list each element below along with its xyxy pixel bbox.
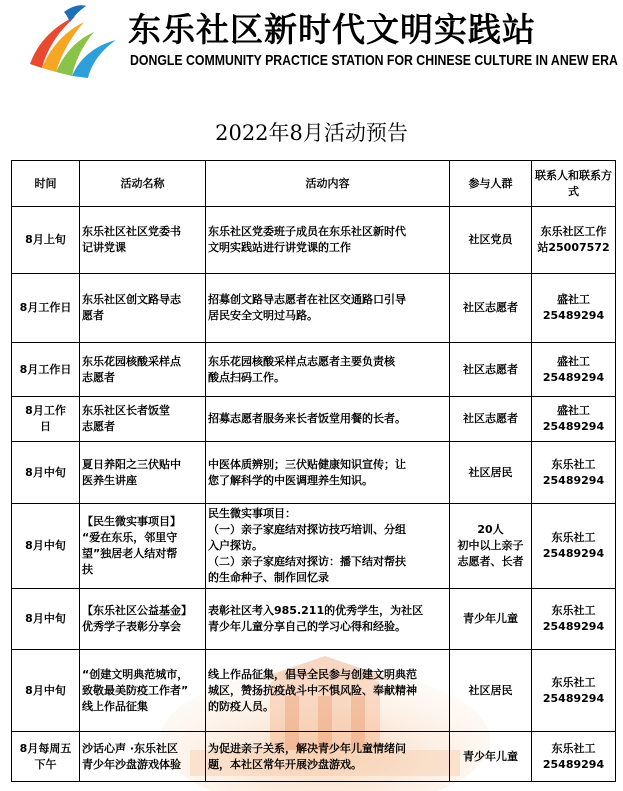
activity-contact-line: 25489294 — [542, 370, 605, 384]
activity-content-line: 青少年儿童分享自己的学习心得和经验。 — [208, 620, 406, 633]
activity-content-line: 的防疫人员。 — [208, 699, 274, 713]
table-row — [12, 650, 616, 732]
table-row — [12, 732, 616, 782]
activity-name-line: “创建文明典范城市， — [82, 667, 189, 681]
activity-name-line: 志愿者 — [82, 420, 115, 433]
activity-time-cell — [12, 274, 80, 343]
activity-content-cell — [206, 207, 450, 274]
table-row — [12, 397, 616, 442]
activity-time-cell — [12, 589, 80, 650]
activity-contact-line: 盛社工 — [557, 293, 590, 306]
activity-contact-line: 东乐社工 — [551, 741, 596, 755]
table-row — [12, 442, 616, 504]
activity-contact-line: 盛社工 — [557, 354, 590, 368]
activity-time-line: 8月工作日 — [19, 301, 72, 314]
activity-content-cell — [206, 504, 450, 589]
activity-time-line: 8月中旬 — [25, 539, 66, 552]
activity-time-line: 8月中旬 — [25, 612, 66, 625]
page-header — [0, 0, 623, 80]
activity-contact-line: 东乐社工 — [551, 531, 596, 544]
activity-name-cell — [80, 732, 206, 782]
activity-content-line: 招募创文路导志愿者在社区交通路口引导 — [208, 293, 406, 306]
activity-audience-cell — [450, 650, 532, 732]
activity-contact-line: 站25007572 — [537, 241, 610, 254]
activity-content-line: 城区，赞扬抗疫战斗中不惧风险、奉献精神 — [208, 683, 417, 697]
brand-name-english: DONGLE COMMUNITY PRACTICE STATION FOR CHINESE CULTURE IN ANEW ERA — [130, 52, 618, 69]
activity-audience-cell — [450, 504, 532, 589]
activity-contact-line: 东乐社工 — [551, 675, 596, 689]
activity-contact-line: 25489294 — [542, 620, 605, 633]
activity-contact-line: 25489294 — [542, 691, 605, 705]
activity-contact-cell — [532, 207, 616, 274]
activity-content-line: 招募志愿者服务来长者饭堂用餐的长者。 — [208, 412, 406, 425]
activity-content-cell — [206, 650, 450, 732]
activity-contact-cell — [532, 274, 616, 343]
activity-name-line: 东乐社区社区党委书 — [82, 225, 181, 238]
activity-name-cell — [80, 442, 206, 504]
activity-content-line: 中医体质辨别；三伏贴健康知识宣传；让 — [208, 457, 406, 471]
activity-time-cell — [12, 207, 80, 274]
activity-audience-cell — [450, 274, 532, 343]
activity-content-line: 文明实践站进行讲党课的工作 — [208, 241, 351, 254]
page-title: 2022年8月活动预告 — [215, 121, 408, 145]
header-activity-name: 活动名称 — [80, 161, 206, 207]
activity-contact-line: 25489294 — [542, 757, 605, 771]
activity-content-line: 民生微实事项目： — [208, 507, 296, 520]
activity-contact-cell — [532, 504, 616, 589]
activity-audience-cell — [450, 207, 532, 274]
activity-time-cell — [12, 504, 80, 589]
activity-content-line: 您了解科学的中医调理养生知识。 — [208, 473, 373, 487]
activity-contact-line: 盛社工 — [557, 404, 590, 417]
activity-name-cell — [80, 397, 206, 442]
brand-name-chinese: 东乐社区新时代文明实践站 — [128, 10, 536, 49]
activity-name-line: 愿者 — [82, 309, 104, 322]
table-row — [12, 207, 616, 274]
activity-contact-line: 东乐社区工作 — [540, 225, 607, 238]
activity-name-line: 夏日养阳之三伏贴中 — [82, 457, 181, 471]
activity-time-cell — [12, 397, 80, 442]
activity-name-line: 优秀学子表彰分享会 — [82, 620, 181, 633]
activity-audience-cell — [450, 397, 532, 442]
activity-name-line: 东乐社区创文路导志 — [82, 293, 181, 306]
activity-contact-cell — [532, 732, 616, 782]
activity-time-cell — [12, 343, 80, 397]
activity-contact-cell — [532, 650, 616, 732]
activity-name-line: 扶 — [82, 563, 93, 576]
activity-name-cell — [80, 589, 206, 650]
activity-content-line: 题，本社区常年开展沙盘游戏。 — [208, 757, 362, 771]
activity-content-line: 线上作品征集，倡导全民参与创建文明典范 — [208, 667, 417, 681]
activity-name-line: 沙话心声 ·东乐社区 — [82, 741, 179, 755]
header-activity-content: 活动内容 — [206, 161, 450, 207]
activity-content-cell — [206, 732, 450, 782]
activity-content-line: 居民安全文明过马路。 — [208, 309, 318, 322]
activity-content-cell — [206, 442, 450, 504]
activity-time-line: 日 — [40, 420, 51, 433]
activity-content-line: 东乐社区党委班子成员在东乐社区新时代 — [208, 225, 406, 238]
activity-audience-line: 社区居民 — [468, 465, 513, 479]
activity-contact-cell — [532, 589, 616, 650]
activity-time-line: 下午 — [34, 757, 57, 771]
activity-content-line: 表彰社区考入985.211的优秀学生，为社区 — [208, 604, 424, 617]
activity-audience-line: 20人 — [477, 523, 504, 536]
activity-schedule-table — [11, 160, 616, 782]
activity-content-cell — [206, 397, 450, 442]
activity-contact-line: 25489294 — [542, 547, 605, 560]
activity-content-cell — [206, 274, 450, 343]
activity-time-line: 8月工作日 — [19, 362, 72, 376]
activity-audience-cell — [450, 442, 532, 504]
activity-contact-line: 东乐社工 — [551, 457, 596, 471]
activity-contact-line: 25489294 — [542, 420, 605, 433]
activity-contact-cell — [532, 442, 616, 504]
activity-time-line: 8月每周五 — [19, 741, 72, 755]
activity-name-cell — [80, 274, 206, 343]
activity-time-line: 8月上旬 — [25, 233, 66, 246]
activity-content-line: （二）亲子家庭结对探访：播下结对帮扶 — [208, 555, 406, 568]
activity-name-line: “爱在东乐，邻里守 — [82, 531, 178, 544]
activity-name-line: 医养生讲座 — [82, 473, 137, 487]
header-audience: 参与人群 — [450, 161, 532, 207]
table-row — [12, 274, 616, 343]
table-row — [12, 343, 616, 397]
activity-contact-cell — [532, 343, 616, 397]
activity-name-line: 记讲党课 — [82, 241, 126, 254]
activity-name-line: 青少年沙盘游戏体验 — [82, 757, 181, 771]
activity-time-cell — [12, 732, 80, 782]
activity-content-line: 酸点扫码工作。 — [208, 370, 285, 384]
activity-name-line: 致敬最美防疫工作者” — [82, 683, 189, 697]
activity-audience-line: 社区党员 — [468, 233, 513, 246]
activity-audience-line: 社区志愿者 — [463, 301, 518, 314]
activity-audience-cell — [450, 343, 532, 397]
activity-name-line: 东乐花园核酸采样点 — [82, 354, 181, 368]
activity-audience-line: 青少年儿童 — [463, 749, 518, 763]
activity-name-line: 【民生微实事项目】 — [82, 515, 181, 528]
activity-audience-line: 社区居民 — [468, 683, 513, 697]
table-row — [12, 589, 616, 650]
table-row — [12, 504, 616, 589]
activity-audience-line: 社区志愿者 — [463, 412, 518, 425]
activity-name-line: 志愿者 — [82, 370, 115, 384]
activity-content-cell — [206, 589, 450, 650]
activity-content-line: 的生命种子、制作回忆录 — [208, 571, 329, 584]
activity-name-cell — [80, 207, 206, 274]
activity-name-cell — [80, 343, 206, 397]
activity-content-line: 入户探访。 — [208, 539, 263, 552]
activity-name-line: 东乐社区长者饭堂 — [82, 404, 170, 417]
activity-content-line: （一）亲子家庭结对探访技巧培训、分组 — [208, 523, 406, 536]
activity-audience-line: 初中以上亲子 — [457, 539, 524, 552]
activity-contact-cell — [532, 397, 616, 442]
activity-name-line: 【东乐社区公益基金】 — [82, 604, 192, 617]
activity-content-line: 为促进亲子关系，解决青少年儿童情绪问 — [208, 741, 406, 755]
activity-contact-line: 东乐社工 — [551, 604, 596, 617]
activity-audience-cell — [450, 589, 532, 650]
activity-audience-line: 社区志愿者 — [463, 362, 518, 376]
activity-audience-line: 青少年儿童 — [463, 612, 518, 625]
activity-contact-line: 25489294 — [542, 473, 605, 487]
activity-name-line: 线上作品征集 — [82, 699, 148, 713]
activity-name-cell — [80, 504, 206, 589]
activity-content-cell — [206, 343, 450, 397]
community-logo-icon — [24, 2, 122, 78]
table-header-row — [12, 161, 616, 207]
activity-audience-line: 志愿者、长者 — [457, 555, 524, 568]
activity-contact-line: 25489294 — [542, 309, 605, 322]
header-contact: 联系人和联系方式 — [532, 161, 616, 207]
activity-time-cell — [12, 650, 80, 732]
activity-content-line: 东乐花园核酸采样点志愿者主要负责核 — [208, 354, 395, 368]
activity-name-line: 望”独居老人结对帮 — [82, 547, 178, 560]
activity-time-line: 8月工作 — [25, 404, 66, 417]
header-time: 时间 — [12, 161, 80, 207]
activity-time-line: 8月中旬 — [25, 683, 66, 697]
activity-time-line: 8月中旬 — [25, 465, 66, 479]
activity-name-cell — [80, 650, 206, 732]
activity-time-cell — [12, 442, 80, 504]
activity-audience-cell — [450, 732, 532, 782]
